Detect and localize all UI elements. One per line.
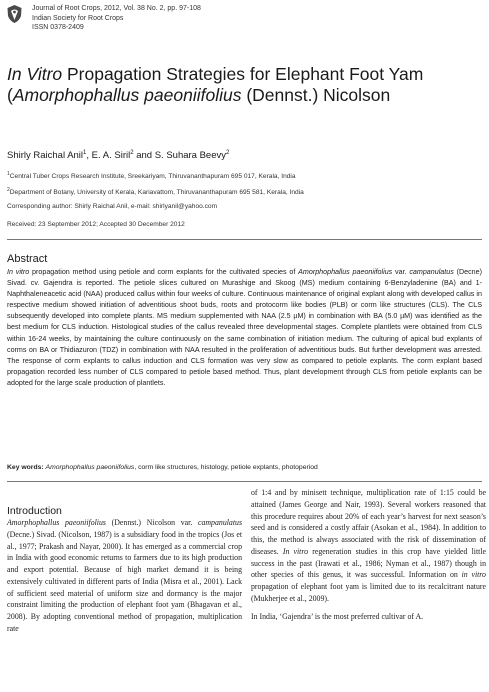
journal-citation: Journal of Root Crops, 2012, Vol. 38 No. 2, pp. 97-108 — [32, 5, 201, 12]
italic-text: in vitro — [461, 570, 486, 580]
text-run: propagation method using petiole and corm explants for the cultivated species of — [29, 268, 299, 276]
affiliation-mark: 1 — [7, 171, 10, 177]
italic-text: Amorphophallus paeoniifolius — [45, 464, 135, 471]
author-affiliation-mark: 2 — [130, 150, 134, 156]
text-run: propagation of elephant foot yam is limited due to its recalcitrant nature (Mukherjee et al., 2009). — [251, 582, 486, 603]
text-run: of 1:4 and by minisett technique, multiplication rate of 1:15 could be attained (James George and Nair, 1993). Several workers reasoned that this procedure requires about 20% of each year’s harvest for next season’s seed and is considered a costly affair (Asokan et al., 1984). In addition to this, the method is always associated with the risk of dissemination of diseases. — [251, 488, 486, 556]
text-run: (Decne) Sivad. cv. Gajendra is reported. The petiole slices cultured on Murashige and Skoog (MS) medium containing 6-Benzyladenine (BA) and 1-Naphthaleneacetic acid (NAA) produced callus within four weeks of culture. Continuous maintenance of original explant along with developed callus in respective medium showed initiation of adventitious shoot buds, roots and protocorm like bodies (PLB) or corm like structures (CLS). The CLS subsequently developed into complete plants. MS medium supplemented with NAA (2.5 µM) in combination with BA (5.0 µM) was identified as the best medium for CLS induction. Histological studies of the callus revealed three developmental stages. Complete plantlets were obtained from CLS within 16-24 weeks, by maintaining the culture continuously on the same combination of initiation medium. The culturing of apical bud explants of corms on BA or Thidiazuron (TDZ) in combination with NAA resulted in the proliferation of adventitious buds. But further development was arrested. The response of corm explants to callus induction and CLS formation was very slow as compared to petiole explants. The corm explant based propagation recorded less number of CLS compared to petiole based method. Thus, plant development through CLS from petiole explants can be adopted for the large scale production of plantlets. — [7, 268, 482, 387]
text-run: (Dennst.) Nicolson var. — [105, 518, 198, 527]
text-run: regeneration studies in this crop have yielded little success in the past (Irawati et al., 1986; Nyman et al., 1987) though in other species of this genus, it was successful. Information on — [251, 546, 486, 580]
introduction-column-1 — [7, 517, 242, 635]
italic-text: In vitro — [282, 546, 309, 556]
author-affiliation-mark: 2 — [226, 150, 230, 156]
text-run: var. — [392, 268, 410, 276]
italic-text: Amorphophallus paeoniifolius — [7, 518, 106, 527]
text-run: In India, ‘Gajendra’ is the most preferred cultivar of A. — [251, 611, 424, 621]
keywords — [7, 464, 482, 471]
italic-text: Amorphophallus paeoniifolius — [298, 268, 393, 276]
introduction-heading: Introduction — [7, 505, 62, 517]
keywords-label: Key words: — [7, 464, 44, 471]
received-dates: Received: 23 September 2012; Accepted 30 December 2012 — [7, 221, 185, 228]
society-emblem-icon — [6, 4, 23, 24]
divider-bottom — [7, 481, 482, 482]
journal-header — [32, 4, 201, 33]
author-list — [7, 150, 229, 161]
italic-text: campanulatus — [197, 518, 242, 527]
text-run: , corm like structures, histology, petiole explants, photoperiod — [134, 464, 318, 471]
affiliation-2 — [7, 187, 304, 196]
author-name: E. A. Siril — [91, 150, 131, 162]
paragraph — [251, 611, 486, 623]
paragraph — [251, 487, 486, 605]
author-affiliation-mark: 1 — [83, 150, 87, 156]
issn: ISSN 0378-2409 — [32, 24, 84, 31]
author-name: S. Suhara Beevy — [154, 150, 226, 162]
abstract-heading: Abstract — [7, 253, 48, 265]
author-separator: and — [133, 150, 155, 162]
introduction-column-2 — [251, 487, 486, 622]
affiliation-text: Central Tuber Crops Research Institute, Sreekariyam, Thiruvananthapuram 695 017, Kerala, India — [9, 173, 296, 181]
article-title — [7, 64, 487, 106]
italic-text: In vitro — [7, 268, 30, 276]
italic-text: campanulatus — [409, 268, 454, 276]
paragraph — [7, 517, 242, 635]
text-run: (Decne.) Sivad. (Nicolson, 1987) is a subsidiary food in the tropics (Jos et al., 1977; Prakash and Nayar, 2000). It has emerged as a commercial crop in India with good economic returns to farmers due to its high production and export potential. Because of high market demand it is being extensively cultivated in different parts of India (Misra et al., 2001). Lack of sufficient seed material of uniform size and dormancy is the major constraint limiting the production of elephant foot yam (Bhagavan et al., 2008). By adopting conventional method of propagation, multiplication rate — [7, 529, 242, 633]
title-italic-prefix: In Vitro — [7, 64, 63, 84]
affiliation-1 — [7, 171, 296, 180]
keywords-text — [46, 464, 318, 471]
title-suffix: (Dennst.) Nicolson — [241, 85, 391, 105]
affiliation-mark: 2 — [7, 187, 10, 193]
title-species: Amorphophallus paeoniifolius — [12, 85, 242, 105]
divider-top — [7, 239, 482, 240]
affiliation-text: Department of Botany, University of Kerala, Kariavattom, Thiruvananthapuram 695 581, Kerala, India — [9, 189, 304, 197]
society-name: Indian Society for Root Crops — [32, 14, 124, 22]
corresponding-author: Corresponding author: Shirly Raichal Anil, e-mail: shirlyanil@yahoo.com — [7, 203, 218, 210]
abstract-text — [7, 267, 482, 389]
author-separator: , — [86, 150, 92, 162]
author-name: Shirly Raichal Anil — [7, 150, 84, 162]
title-main: Propagation Strategies for Elephant Foot Yam ( — [7, 64, 424, 105]
